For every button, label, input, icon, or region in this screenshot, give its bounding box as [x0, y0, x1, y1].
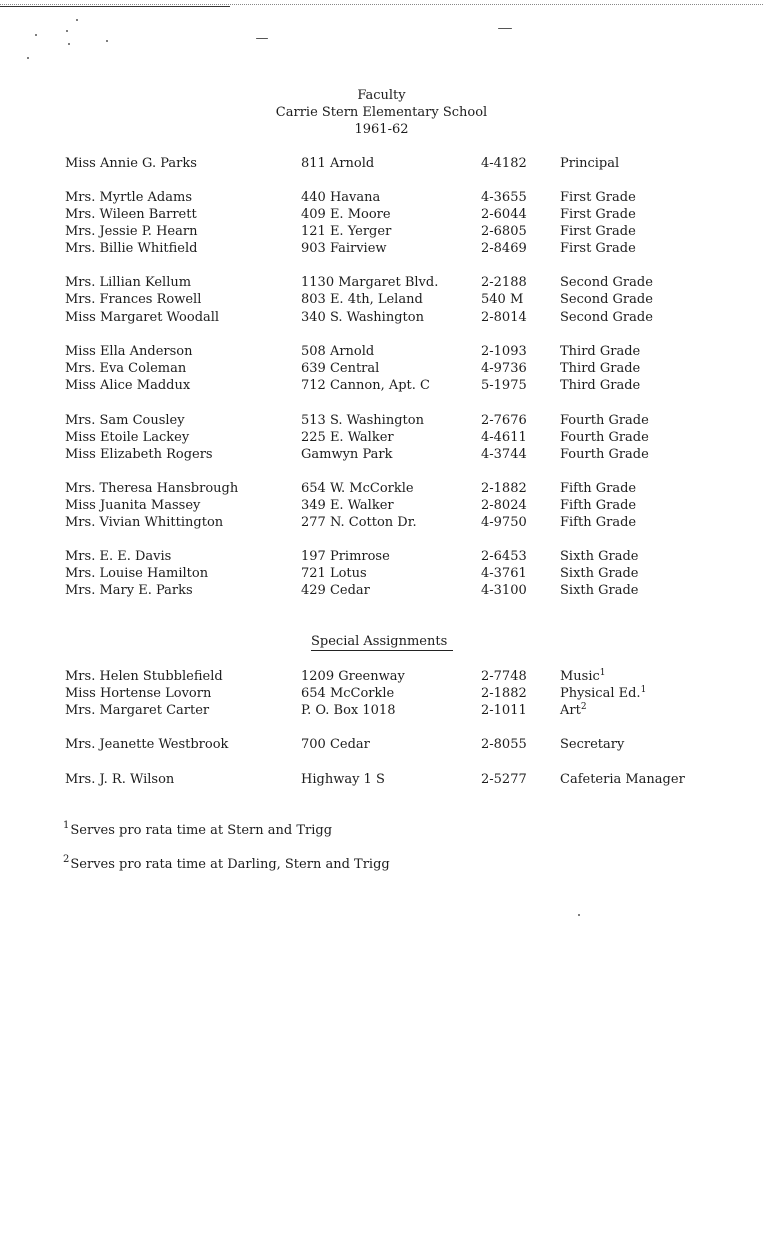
staff-phone	[481, 360, 527, 377]
staff-phone-text: 4-3744	[481, 447, 527, 462]
staff-phone-text: 2-1011	[481, 703, 527, 718]
staff-position-text: First Grade	[560, 207, 636, 222]
staff-phone	[481, 685, 527, 702]
staff-address-text: P. O. Box 1018	[301, 703, 396, 718]
staff-position	[560, 702, 587, 719]
staff-position-text: Fourth Grade	[560, 447, 649, 462]
staff-address-text: 803 E. 4th, Leland	[301, 292, 423, 307]
staff-address	[301, 514, 417, 531]
staff-address	[301, 189, 380, 206]
staff-position	[560, 240, 636, 257]
staff-position	[560, 274, 653, 291]
staff-phone-text: 2-7748	[481, 669, 527, 684]
table-row	[0, 685, 763, 702]
speck	[27, 57, 29, 59]
staff-phone-text: 4-9736	[481, 361, 527, 376]
table-row	[0, 206, 763, 223]
staff-phone-text: 2-6805	[481, 224, 527, 239]
staff-phone-text: 2-6044	[481, 207, 527, 222]
staff-address-text: 700 Cedar	[301, 737, 370, 752]
staff-address	[301, 565, 367, 582]
staff-phone	[481, 223, 527, 240]
staff-position	[560, 736, 624, 753]
staff-position-text: Second Grade	[560, 275, 653, 290]
staff-address-text: 903 Fairview	[301, 241, 387, 256]
special-assignments-title: Special Assignments	[311, 633, 453, 651]
staff-address-text: 639 Central	[301, 361, 380, 376]
staff-phone	[481, 702, 527, 719]
staff-phone-text: 2-5277	[481, 772, 527, 787]
staff-name-text: Miss Ella Anderson	[65, 344, 193, 359]
staff-address-text: 654 W. McCorkle	[301, 481, 414, 496]
staff-address-text: 197 Primrose	[301, 549, 390, 564]
table-row	[0, 309, 763, 326]
staff-phone	[481, 548, 527, 565]
staff-name	[65, 514, 223, 531]
staff-name	[65, 240, 197, 257]
staff-address	[301, 309, 424, 326]
staff-name	[65, 309, 219, 326]
staff-position-text: Fifth Grade	[560, 498, 637, 513]
staff-name-text: Mrs. Helen Stubblefield	[65, 669, 223, 684]
staff-phone	[481, 480, 527, 497]
speck	[578, 914, 580, 916]
table-row	[0, 189, 763, 206]
staff-name-text: Miss Elizabeth Rogers	[65, 447, 213, 462]
staff-address	[301, 771, 385, 788]
staff-address-text: 409 E. Moore	[301, 207, 391, 222]
staff-name-text: Mrs. Louise Hamilton	[65, 566, 209, 581]
staff-address	[301, 480, 414, 497]
table-row	[0, 429, 763, 446]
footnote-text: Serves pro rata time at Stern and Trigg	[70, 823, 333, 838]
staff-position	[560, 514, 636, 531]
staff-name-text: Miss Juanita Massey	[65, 498, 201, 513]
staff-name-text: Mrs. Sam Cousley	[65, 413, 185, 428]
table-row	[0, 446, 763, 463]
staff-address-text: 340 S. Washington	[301, 310, 424, 325]
staff-phone-text: 2-8055	[481, 737, 527, 752]
staff-address	[301, 582, 370, 599]
footnote	[63, 856, 390, 874]
staff-name	[65, 291, 201, 308]
staff-position	[560, 548, 639, 565]
staff-name	[65, 685, 211, 702]
staff-name-text: Mrs. Mary E. Parks	[65, 583, 193, 598]
table-row	[0, 771, 763, 788]
staff-position-text: Second Grade	[560, 310, 653, 325]
table-row	[0, 668, 763, 685]
staff-name-text: Mrs. E. E. Davis	[65, 549, 172, 564]
staff-position	[560, 668, 606, 685]
staff-phone-text: 540 M	[481, 292, 524, 307]
staff-phone-text: 2-8469	[481, 241, 527, 256]
staff-phone-text: 4-4611	[481, 430, 527, 445]
staff-position	[560, 412, 649, 429]
staff-name-text: Mrs. Theresa Hansbrough	[65, 481, 239, 496]
table-row	[0, 223, 763, 240]
staff-name-text: Mrs. Margaret Carter	[65, 703, 210, 718]
top-perforation	[0, 0, 763, 5]
staff-position-text: First Grade	[560, 224, 636, 239]
staff-phone	[481, 274, 527, 291]
staff-position	[560, 771, 685, 788]
staff-name-text: Mrs. Frances Rowell	[65, 292, 202, 307]
staff-phone	[481, 343, 527, 360]
speck	[256, 38, 268, 39]
staff-position	[560, 206, 636, 223]
staff-phone	[481, 240, 527, 257]
staff-position	[560, 291, 653, 308]
staff-position-text: Cafeteria Manager	[560, 772, 685, 787]
staff-address-text: 508 Arnold	[301, 344, 375, 359]
staff-phone	[481, 668, 527, 685]
staff-phone-text: 2-1882	[481, 686, 527, 701]
table-row	[0, 377, 763, 394]
staff-address	[301, 702, 395, 719]
staff-position-text: Sixth Grade	[560, 549, 639, 564]
staff-phone	[481, 291, 523, 308]
staff-position-text: Second Grade	[560, 292, 653, 307]
staff-name	[65, 736, 228, 753]
staff-name	[65, 771, 174, 788]
staff-position	[560, 582, 639, 599]
staff-name	[65, 429, 189, 446]
footnote-mark: 2	[63, 854, 70, 865]
staff-phone-text: 2-2188	[481, 275, 527, 290]
staff-name-text: Mrs. Billie Whitfield	[65, 241, 198, 256]
table-row	[0, 360, 763, 377]
staff-address	[301, 343, 374, 360]
footnote-ref: 1	[599, 668, 606, 678]
staff-address	[301, 412, 424, 429]
staff-phone-text: 4-9750	[481, 515, 527, 530]
speck	[66, 30, 68, 32]
staff-address-text: 1130 Margaret Blvd.	[301, 275, 439, 290]
staff-address-text: Highway 1 S	[301, 772, 385, 787]
staff-address	[301, 377, 430, 394]
staff-position-text: First Grade	[560, 241, 636, 256]
staff-position-text: Music	[560, 669, 600, 684]
staff-name	[65, 582, 193, 599]
table-row	[0, 702, 763, 719]
staff-address-text: 225 E. Walker	[301, 430, 394, 445]
staff-position	[560, 429, 649, 446]
staff-phone-text: 2-8024	[481, 498, 527, 513]
staff-position	[560, 565, 639, 582]
staff-position-text: Physical Ed.	[560, 686, 641, 701]
staff-address	[301, 291, 423, 308]
table-row	[0, 412, 763, 429]
staff-address-text: 811 Arnold	[301, 156, 375, 171]
staff-phone	[481, 206, 527, 223]
staff-phone-text: 4-3655	[481, 190, 527, 205]
staff-phone-text: 2-1093	[481, 344, 527, 359]
table-row	[0, 155, 763, 172]
staff-position	[560, 223, 636, 240]
footnote-text: Serves pro rata time at Darling, Stern and Trigg	[70, 857, 390, 872]
staff-name-text: Miss Annie G. Parks	[65, 156, 197, 171]
staff-address	[301, 429, 394, 446]
staff-phone-text: 2-6453	[481, 549, 527, 564]
staff-address	[301, 548, 390, 565]
staff-position	[560, 360, 640, 377]
staff-position	[560, 480, 636, 497]
staff-address	[301, 360, 379, 377]
staff-position	[560, 685, 646, 702]
staff-name	[65, 206, 197, 223]
staff-phone-text: 4-3100	[481, 583, 527, 598]
staff-name	[65, 446, 213, 463]
staff-position-text: Principal	[560, 156, 620, 171]
staff-address-text: 513 S. Washington	[301, 413, 424, 428]
staff-phone	[481, 309, 527, 326]
table-row	[0, 565, 763, 582]
staff-name	[65, 412, 185, 429]
speck	[68, 43, 70, 45]
staff-address	[301, 736, 370, 753]
staff-phone	[481, 446, 527, 463]
speck	[35, 34, 37, 36]
staff-address-text: 712 Cannon, Apt. C	[301, 378, 430, 393]
staff-address-text: 440 Havana	[301, 190, 381, 205]
speck	[76, 19, 78, 21]
staff-name-text: Mrs. Lillian Kellum	[65, 275, 192, 290]
staff-name	[65, 189, 192, 206]
staff-address	[301, 155, 374, 172]
table-row	[0, 736, 763, 753]
footnote-mark: 1	[63, 820, 70, 831]
staff-name	[65, 223, 197, 240]
staff-address-text: 721 Lotus	[301, 566, 367, 581]
staff-name-text: Mrs. Myrtle Adams	[65, 190, 192, 205]
staff-name-text: Mrs. Jessie P. Hearn	[65, 224, 198, 239]
staff-name	[65, 548, 171, 565]
staff-position-text: Fourth Grade	[560, 413, 649, 428]
staff-position-text: Sixth Grade	[560, 583, 639, 598]
top-edge-line	[0, 6, 230, 7]
staff-phone	[481, 771, 527, 788]
table-row	[0, 497, 763, 514]
school-name: Carrie Stern Elementary School	[275, 105, 488, 120]
staff-phone	[481, 736, 527, 753]
staff-address	[301, 497, 394, 514]
staff-name-text: Mrs. Vivian Whittington	[65, 515, 224, 530]
staff-name-text: Miss Margaret Woodall	[65, 310, 220, 325]
staff-position-text: Secretary	[560, 737, 625, 752]
staff-phone-text: 4-4182	[481, 156, 527, 171]
staff-phone	[481, 155, 527, 172]
staff-name-text: Miss Etoile Lackey	[65, 430, 190, 445]
school-year: 1961-62	[354, 122, 409, 137]
staff-name	[65, 343, 193, 360]
staff-name-text: Miss Hortense Lovorn	[65, 686, 212, 701]
staff-name	[65, 360, 186, 377]
table-row	[0, 240, 763, 257]
staff-name-text: Mrs. Eva Coleman	[65, 361, 187, 376]
speck	[498, 28, 512, 29]
staff-phone	[481, 429, 527, 446]
staff-position	[560, 377, 640, 394]
staff-position	[560, 497, 636, 514]
staff-phone	[481, 189, 527, 206]
staff-position-text: Third Grade	[560, 361, 641, 376]
staff-position	[560, 155, 619, 172]
staff-address	[301, 240, 387, 257]
staff-name	[65, 274, 191, 291]
table-row	[0, 548, 763, 565]
staff-address-text: 121 E. Yerger	[301, 224, 392, 239]
staff-address-text: 1209 Greenway	[301, 669, 405, 684]
staff-position-text: Third Grade	[560, 344, 641, 359]
staff-name	[65, 497, 200, 514]
staff-position-text: Third Grade	[560, 378, 641, 393]
staff-phone	[481, 582, 527, 599]
staff-phone-text: 5-1975	[481, 378, 527, 393]
staff-name-text: Mrs. Wileen Barrett	[65, 207, 197, 222]
staff-address-text: 277 N. Cotton Dr.	[301, 515, 417, 530]
staff-phone	[481, 565, 527, 582]
table-row	[0, 514, 763, 531]
staff-position	[560, 189, 636, 206]
staff-phone-text: 2-8014	[481, 310, 527, 325]
staff-address-text: Gamwyn Park	[301, 447, 393, 462]
page-title: Faculty	[357, 88, 406, 103]
staff-address-text: 349 E. Walker	[301, 498, 394, 513]
staff-address	[301, 206, 391, 223]
staff-address-text: 429 Cedar	[301, 583, 370, 598]
staff-phone-text: 2-7676	[481, 413, 527, 428]
staff-address	[301, 446, 392, 463]
staff-address	[301, 668, 405, 685]
staff-position	[560, 446, 649, 463]
staff-address	[301, 223, 391, 240]
staff-position-text: Fifth Grade	[560, 515, 637, 530]
speck	[106, 40, 108, 42]
staff-position-text: Sixth Grade	[560, 566, 639, 581]
staff-position	[560, 309, 653, 326]
staff-phone	[481, 514, 527, 531]
staff-name-text: Mrs. J. R. Wilson	[65, 772, 175, 787]
footnote	[63, 822, 332, 840]
staff-position-text: Fourth Grade	[560, 430, 649, 445]
staff-address	[301, 274, 438, 291]
staff-position-text: Art	[560, 703, 581, 718]
staff-position	[560, 343, 640, 360]
footnote-ref: 2	[580, 702, 587, 712]
table-row	[0, 291, 763, 308]
table-row	[0, 274, 763, 291]
staff-name	[65, 702, 209, 719]
staff-name	[65, 480, 238, 497]
table-row	[0, 343, 763, 360]
staff-phone	[481, 497, 527, 514]
staff-position-text: Fifth Grade	[560, 481, 637, 496]
staff-address	[301, 685, 394, 702]
staff-name	[65, 565, 208, 582]
staff-name	[65, 155, 197, 172]
staff-name	[65, 668, 223, 685]
staff-name-text: Mrs. Jeanette Westbrook	[65, 737, 229, 752]
staff-phone-text: 2-1882	[481, 481, 527, 496]
staff-phone	[481, 412, 527, 429]
staff-position-text: First Grade	[560, 190, 636, 205]
staff-name	[65, 377, 190, 394]
staff-name-text: Miss Alice Maddux	[65, 378, 191, 393]
staff-phone	[481, 377, 527, 394]
table-row	[0, 582, 763, 599]
staff-phone-text: 4-3761	[481, 566, 527, 581]
staff-address-text: 654 McCorkle	[301, 686, 395, 701]
table-row	[0, 480, 763, 497]
footnote-ref: 1	[640, 685, 647, 695]
